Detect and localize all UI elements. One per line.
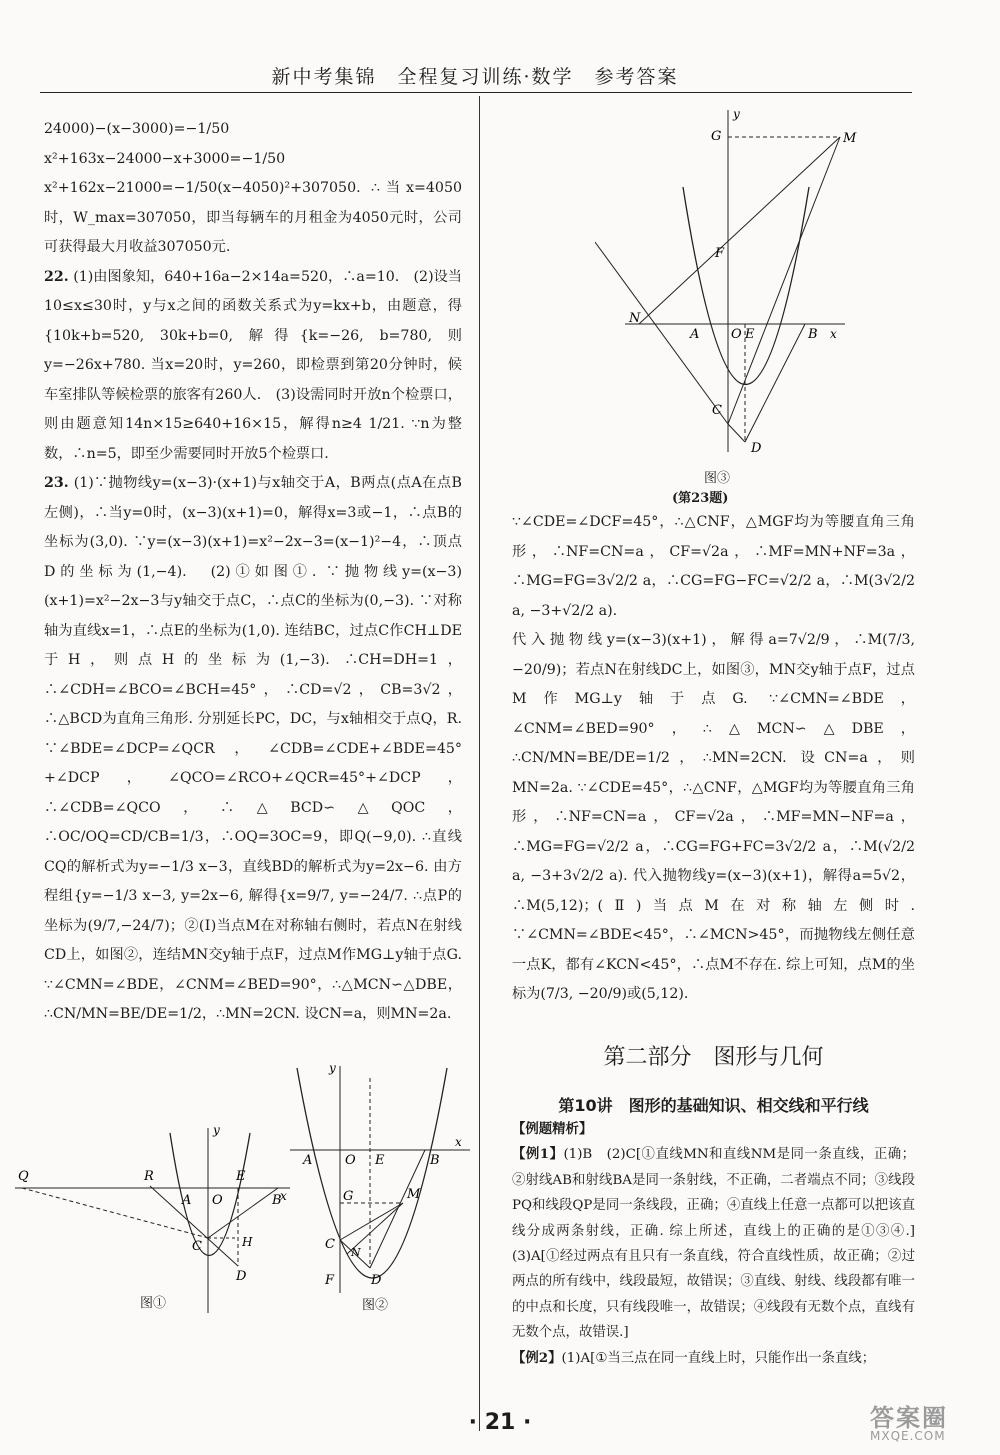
label-c: C — [712, 403, 722, 418]
label-a: A — [690, 327, 700, 342]
answer-23: 23. (1)∵抛物线y=(x−3)·(x+1)与x轴交于A，B两点(点A在点B左侧)，∴当y=0时，(x−3)(x+1)=0，解得x=3或−1，∴点B的坐标为(3,0). ∵y=(x−3)(x+1)=x²−2x−3=(x−1)²−4，∴顶点D的坐标为(1,−4). (2)①如图①. ∵抛物线y=(x−3)(x+1)=x²−2x−3与y轴交于点C，∴点C的坐标为(0,−3). ∵对称轴为直线x=1，∴点E的坐标为(1,0). 连结BC，过点C作CH⊥DE于H，则点H的坐标为(1,−3). ∴CH=DH=1，∴∠CDH=∠BCO=∠BCH=45°，∴CD=√2，CB=3√2，∴△BCD为直角三角形. 分别延长PC，DC，与x轴相交于点Q，R. ∵∠BDE=∠DCP=∠QCR，∠CDB=∠CDE+∠BDE=45°+∠DCP，∠QCO=∠RCO+∠QCR=45°+∠DCP，∴∠CDB=∠QCO，∴△BCD∽△QOC，∴OC/OQ=CD/CB=1/3，∴OQ=3OC=9，即Q(−9,0). ∴直线CQ的解析式为y=−1/3 x−3，直线BD的解析式为y=2x−6. 由方程组{y=−1/3 x−3, y=2x−6, 解得{x=9/7, y=−24/7. ∴点P的坐标为(9/7,−24/7)；②(Ⅰ)当点M在对称轴右侧时，若点N在射线CD上，如图②，连结MN交y轴于点F，过点M作MG⊥y轴于点G. ∵∠CMN=∠BDE，∠CNM=∠BED=90°，∴△MCN∽△DBE，∴CN/MN=BE/DE=1/2，∴MN=2CN. 设CN=a，则MN=2a. — [44, 475, 462, 1022]
label-n: N — [351, 1246, 361, 1259]
label-x: x — [455, 1135, 462, 1149]
label-d: D — [371, 1273, 382, 1288]
watermark-url: MXQE.COM — [870, 1429, 946, 1443]
question-number: 23. — [44, 475, 69, 491]
label-q: Q — [18, 1169, 29, 1184]
label-b: B — [430, 1153, 440, 1168]
label-x: x — [830, 327, 837, 341]
label-x: x — [280, 1189, 287, 1203]
label-o: O — [345, 1153, 356, 1168]
parabola — [297, 1068, 447, 1278]
figure-2-caption: 图② — [362, 1298, 389, 1313]
example-2: 【例2】(1)A[①当三点在同一直线上时，只能作出一条直线； — [512, 1349, 876, 1366]
label-c: C — [192, 1239, 202, 1254]
label-e: E — [375, 1153, 385, 1168]
label-a: A — [182, 1193, 192, 1208]
page-number: · 21 · — [468, 1410, 532, 1435]
label-m: M — [843, 131, 857, 146]
watermark-text: 答案圈 — [870, 1404, 948, 1432]
example-1: 【例1】(1)B (2)C[①直线MN和直线NM是同一条直线，正确；②射线AB和射线BA是同一条射线，不正确，二者端点不同；③线段PQ和线段QP是同一条线段，正确；④直线上任意一点都可以把该直线分成两条射线，正确. 综上所述，直线上的正确的是①③④.] (3)A[①经过两点有且只有一条直线，符合直线性质，故正确；②过两点的所有线中，线段最短，故错误；③直线、射线、线段都有唯一的中点和长度，只有线段唯一，故错误；④线段有无数个点，直线有无数个点，故错误.] — [512, 1146, 929, 1341]
line-cd — [728, 424, 745, 442]
label-c: C — [325, 1237, 335, 1252]
label-a: A — [303, 1153, 313, 1168]
figure-3-caption: 图③ — [704, 471, 731, 486]
label-n: N — [629, 311, 641, 326]
line-dc-extended — [595, 242, 728, 424]
label-h: H — [242, 1235, 253, 1249]
header-rule — [40, 92, 912, 93]
label-y: y — [329, 1061, 336, 1075]
label-g: G — [711, 129, 722, 144]
label-g: G — [343, 1189, 354, 1204]
figure-3-svg — [595, 102, 860, 462]
label-e: E — [236, 1169, 246, 1184]
section-label: 【例题精析】 — [512, 1121, 593, 1137]
solution-para: 代入抛物线y=(x−3)(x+1)，解得a=7√2/9，∴M(7/3, −20/9)；若点N在射线DC上，如图③，MN交y轴于点F，过点M作MG⊥y轴于点G. ∵∠CMN=∠BDE，∠CNM=∠BED=90°，∴△MCN∽△DBE，∴CN/MN=BE/DE=1/2，∴MN=2CN. 设CN=a，则MN=2a. ∵∠CDE=45°，∴△CNF，△MGF均为等腰直角三角形，∴NF=CN=a，CF=√2a，∴MF=MN−NF=a，∴MG=FG=√2/2 a，∴CG=FG+FC=3√2/2 a，∴M(√2/2 a, −3+3√2/2 a). 代入抛物线y=(x−3)(x+1)，解得a=5√2，∴M(5,12)；(Ⅱ)当点M在对称轴左侧时. ∵∠CMN=∠BDE<45°，∴∠MCN>45°，而抛物线左侧任意一点K，都有∠KCN<45°，∴点M不存在. 综上可知，点M的坐标为(7/3, −20/9)或(5,12). — [512, 632, 915, 1002]
parabola — [683, 187, 809, 385]
lesson-title: 第10讲 图形的基础知识、相交线和平行线 — [558, 1096, 869, 1115]
watermark-logo — [870, 1398, 948, 1443]
figure-1-svg — [10, 1118, 295, 1318]
answer-22: 22. (1)由图象知，640+16a−2×14a=520，∴a=10. (2)设当10≤x≤30时，y与x之间的函数关系式为y=kx+b，由题意，得{10k+b=520, 30k+b=0, 解得{k=−26, b=780, 则y=−26x+780. 当x=20时，y=260，即检票到第20分钟时，候车室排队等候检票的旅客有260人. (3)设需同时开放n个检票口，则由题意知14n×15≥640+16×15，解得n≥4 1/21. ∵n为整数，∴n=5，即至少需要同时开放5个检票口. — [44, 268, 462, 462]
left-column — [44, 115, 462, 1030]
label-m: M — [407, 1187, 421, 1202]
label-f: F — [325, 1273, 335, 1288]
label-d: D — [236, 1269, 247, 1284]
label-b: B — [808, 327, 818, 342]
right-column-solution — [512, 508, 915, 1010]
figure-1-caption: 图① — [140, 1296, 167, 1311]
label-b: B — [272, 1193, 282, 1208]
figure-2-svg — [285, 1058, 475, 1298]
question-number: 22. — [44, 268, 69, 285]
label-d: D — [751, 441, 762, 456]
page-header: 新中考集锦 全程复习训练·数学 参考答案 — [271, 66, 679, 88]
label-f: F — [715, 246, 725, 261]
part-title: 第二部分 图形与几何 — [603, 1045, 824, 1070]
label-y: y — [733, 107, 740, 121]
label-y: y — [213, 1123, 220, 1137]
answer-para-cont: 24000)−(x−3000)=−1/50 x²+163x−24000−x+3000=−1/50 x²+162x−21000=−1/50(x−4050)²+307050. ∴当x=4050时，W_max=307050，即当每辆车的月租金为4050元时，公司可获得最大月收益307050元. — [44, 121, 462, 255]
figure-2 — [285, 1058, 475, 1298]
label-o: O — [212, 1193, 223, 1208]
label-e: E — [745, 327, 755, 342]
figure-3 — [595, 102, 860, 462]
label-o: O — [731, 327, 742, 342]
figure-1 — [10, 1118, 295, 1318]
question-23-caption: (第23题) — [672, 491, 729, 506]
solution-para: ∵∠CDE=∠DCF=45°，∴△CNF，△MGF均为等腰直角三角形，∴NF=CN=a，CF=√2a，∴MF=MN+NF=3a，∴MG=FG=3√2/2 a，∴CG=FG−FC=√2/2 a，∴M(3√2/2 a, −3+√2/2 a). — [512, 514, 915, 619]
example-label: 【例1】 — [512, 1146, 564, 1163]
line-cm — [340, 1203, 403, 1240]
example-section — [512, 1117, 929, 1371]
column-divider — [479, 96, 480, 1431]
line-nm — [639, 137, 840, 324]
example-label: 【例2】 — [512, 1349, 562, 1366]
label-r: R — [144, 1169, 154, 1184]
